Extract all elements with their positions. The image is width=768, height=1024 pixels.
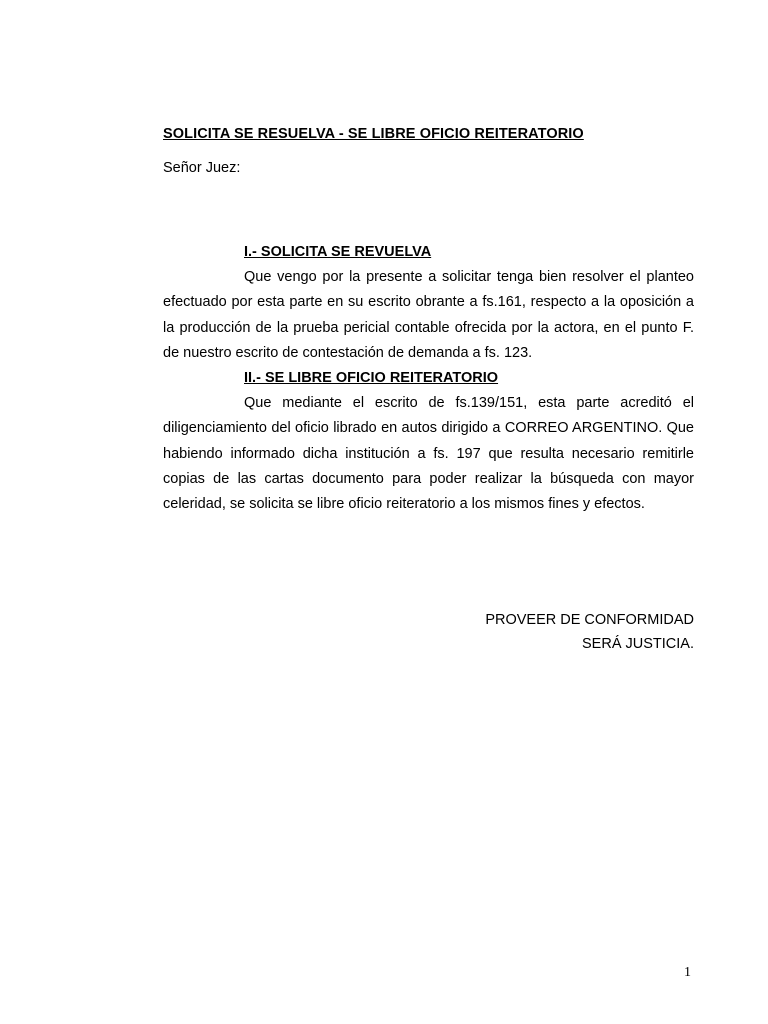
document-title: SOLICITA SE RESUELVA - SE LIBRE OFICIO REITERATORIO xyxy=(163,126,584,142)
closing-block xyxy=(485,608,694,656)
salutation: Señor Juez: xyxy=(163,160,241,176)
section-heading-2: II.- SE LIBRE OFICIO REITERATORIO xyxy=(244,370,499,386)
closing-line-2: SERÁ JUSTICIA. xyxy=(582,636,694,652)
document-body xyxy=(163,240,694,517)
section-paragraph-1: Que vengo por la presente a solicitar tenga bien resolver el planteo efectuado por esta parte en su escrito obrante a fs.161, respecto a la oposición a la producción de la prueba pericial contable ofrecida por la actora, en el punto F. de nuestro escrito de contestación de demanda a fs. 123. xyxy=(163,269,694,361)
section-heading-1: I.- SOLICITA SE REVUELVA xyxy=(244,244,432,260)
closing-line-1: PROVEER DE CONFORMIDAD xyxy=(485,612,694,628)
page-number: 1 xyxy=(684,965,691,980)
section-paragraph-2: Que mediante el escrito de fs.139/151, esta parte acreditó el diligenciamiento del oficio librado en autos dirigido a CORREO ARGENTINO. Que habiendo informado dicha institución a fs. 197 que resulta necesario remitirle copias de las cartas documento para poder realizar la búsqueda con mayor celeridad, se solicita se libre oficio reiteratorio a los mismos fines y efectos. xyxy=(163,395,694,512)
